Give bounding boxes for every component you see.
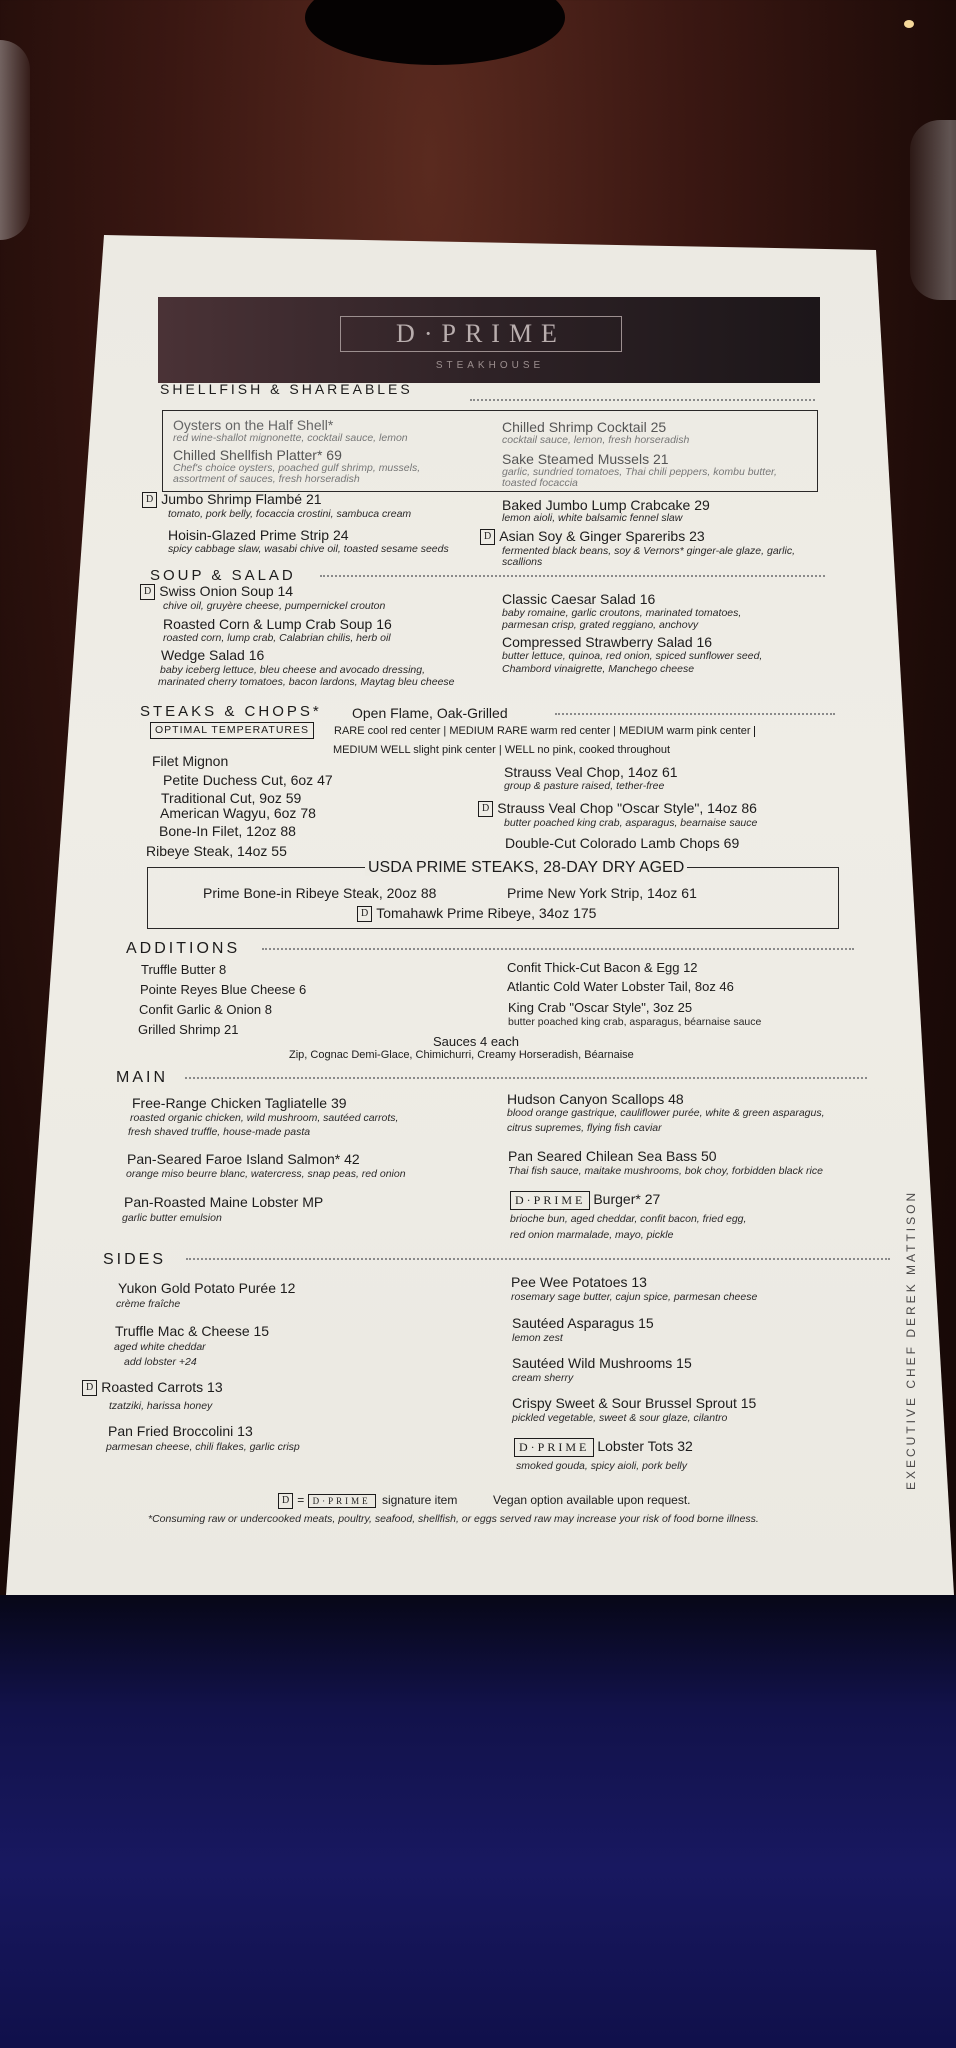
menu-item-desc: tzatziki, harissa honey [109, 1400, 213, 1412]
menu-item-desc: red wine-shallot mignonette, cocktail sauce, lemon [173, 432, 408, 444]
menu-item-desc: butter lettuce, quinoa, red onion, spiced sunflower seed, [502, 650, 763, 662]
menu-item: Prime Bone-in Ribeye Steak, 20oz 88 [203, 885, 437, 901]
menu-item: D Strauss Veal Chop "Oscar Style", 14oz 86 [478, 801, 757, 817]
menu-item-desc: lemon aioli, white balsamic fennel slaw [502, 512, 683, 524]
prime-steaks-title: USDA PRIME STEAKS, 28-DAY DRY AGED [365, 860, 687, 876]
section-title-steaks: STEAKS & CHOPS* [140, 703, 322, 720]
sauces-title: Sauces 4 each [433, 1034, 520, 1049]
menu-item: Truffle Mac & Cheese 15 [115, 1323, 270, 1339]
menu-item: Compressed Strawberry Salad 16 [502, 634, 713, 650]
menu-item: Double-Cut Colorado Lamb Chops 69 [505, 835, 740, 851]
menu-item: Pointe Reyes Blue Cheese 6 [140, 982, 307, 997]
glass-left [0, 40, 30, 240]
menu-item-desc: garlic, sundried tomatoes, Thai chili peppers, kombu butter, toasted focaccia [502, 466, 777, 489]
signature-badge: D [278, 1493, 293, 1509]
menu-item-desc: fermented black beans, soy & Vernors* ginger-ale glaze, garlic, scallions [502, 545, 795, 568]
menu-item: Confit Garlic & Onion 8 [139, 1002, 272, 1017]
menu-item: D·PRIME Burger* 27 [510, 1191, 660, 1210]
menu-item: Ribeye Steak, 14oz 55 [146, 843, 287, 859]
menu-item: Bone-In Filet, 12oz 88 [159, 823, 296, 839]
menu-item: Atlantic Cold Water Lobster Tail, 8oz 46 [507, 979, 734, 994]
divider [185, 1077, 867, 1079]
signature-badge: D [82, 1380, 97, 1396]
signature-badge: D [140, 584, 155, 600]
signature-badge: D [142, 492, 157, 508]
menu-item: Roasted Corn & Lump Crab Soup 16 [163, 616, 392, 632]
menu-item: Chilled Shellfish Platter* 69 [173, 447, 342, 463]
temps-line: MEDIUM WELL slight pink center | WELL no pink, cooked throughout [333, 744, 671, 756]
menu-item: Prime New York Strip, 14oz 61 [507, 885, 697, 901]
menu-item-desc: cream sherry [512, 1372, 574, 1384]
menu-item: King Crab "Oscar Style", 3oz 25 [508, 1000, 693, 1015]
menu-item: Wedge Salad 16 [161, 647, 265, 663]
menu-item-desc: orange miso beurre blanc, watercress, snap peas, red onion [126, 1168, 406, 1180]
floor [0, 1595, 956, 2048]
menu-item-desc: red onion marmalade, mayo, pickle [510, 1229, 674, 1241]
menu-item-desc: citrus supremes, flying fish caviar [507, 1122, 662, 1134]
menu-item-desc: butter poached king crab, asparagus, bearnaise sauce [504, 817, 758, 829]
menu-item: Strauss Veal Chop, 14oz 61 [504, 764, 678, 780]
menu-item-desc: roasted corn, lump crab, Calabrian chilis, herb oil [163, 632, 391, 644]
menu-item: Sautéed Wild Mushrooms 15 [512, 1355, 692, 1371]
temps-label: OPTIMAL TEMPERATURES [150, 722, 314, 739]
section-title-sides: SIDES [103, 1251, 167, 1268]
menu-item-desc: baby iceberg lettuce, bleu cheese and avocado dressing, [160, 664, 426, 676]
menu-item: Hoisin-Glazed Prime Strip 24 [168, 527, 349, 543]
food-safety-warning: *Consuming raw or undercooked meats, poultry, seafood, shellfish, or eggs served raw may increase your risk of food borne illness. [148, 1513, 759, 1525]
menu-item: Classic Caesar Salad 16 [502, 591, 656, 607]
light-reflection [904, 20, 914, 28]
signature-badge: D [480, 529, 495, 545]
vegan-note: Vegan option available upon request. [493, 1493, 691, 1507]
menu-item: Pan Fried Broccolini 13 [108, 1423, 253, 1439]
menu-item-desc: brioche bun, aged cheddar, confit bacon, fried egg, [510, 1213, 747, 1225]
menu-item-desc: pickled vegetable, sweet & sour glaze, cilantro [512, 1412, 728, 1424]
menu-item: Oysters on the Half Shell* [173, 417, 334, 433]
ceiling-lamp-shadow [305, 0, 565, 65]
menu-item-desc: cocktail sauce, lemon, fresh horseradish [502, 434, 690, 446]
menu-item-desc: parmesan cheese, chili flakes, garlic crisp [106, 1441, 300, 1453]
signature-badge: D [357, 906, 372, 922]
menu-item: D Tomahawk Prime Ribeye, 34oz 175 [357, 906, 596, 922]
menu-item: D Swiss Onion Soup 14 [140, 584, 293, 600]
menu-item: Baked Jumbo Lump Crabcake 29 [502, 497, 710, 513]
menu-item-desc: rosemary sage butter, cajun spice, parmesan cheese [511, 1291, 758, 1303]
menu-item: Traditional Cut, 9oz 59 [161, 790, 302, 806]
menu-item-desc: crème fraîche [116, 1298, 181, 1310]
brand-badge: D·PRIME [514, 1438, 594, 1457]
menu-item-desc: fresh shaved truffle, house-made pasta [128, 1126, 311, 1138]
menu-item: Pan-Roasted Maine Lobster MP [124, 1194, 324, 1210]
sauces-list: Zip, Cognac Demi-Glace, Chimichurri, Creamy Horseradish, Béarnaise [289, 1049, 634, 1061]
menu-item-desc: marinated cherry tomatoes, bacon lardons, Maytag bleu cheese [158, 676, 455, 688]
menu-item-desc: add lobster +24 [124, 1356, 197, 1368]
menu-item: Pan Seared Chilean Sea Bass 50 [508, 1148, 717, 1164]
menu-item-desc: parmesan crisp, grated reggiano, anchovy [502, 619, 699, 631]
divider [186, 1258, 890, 1260]
signature-badge: D [478, 801, 493, 817]
divider [320, 575, 825, 577]
menu-item-desc: lemon zest [512, 1332, 563, 1344]
footer-legend: D = D·PRIME signature item [278, 1493, 457, 1509]
menu-item-desc: spicy cabbage slaw, wasabi chive oil, toasted sesame seeds [168, 543, 449, 555]
brand-subtitle: STEAKHOUSE [435, 360, 545, 371]
menu-item: D Asian Soy & Ginger Spareribs 23 [480, 529, 705, 545]
menu-item-desc: chive oil, gruyère cheese, pumpernickel crouton [163, 600, 386, 612]
divider [555, 713, 835, 715]
menu-item: Pee Wee Potatoes 13 [511, 1274, 647, 1290]
menu-item: Sautéed Asparagus 15 [512, 1315, 654, 1331]
divider [470, 399, 815, 401]
brand-badge: D·PRIME [510, 1191, 590, 1210]
menu-item-desc: aged white cheddar [114, 1341, 206, 1353]
menu-item-desc: Thai fish sauce, maitake mushrooms, bok choy, forbidden black rice [508, 1165, 823, 1177]
section-title-main: MAIN [116, 1069, 168, 1086]
steaks-subtitle: Open Flame, Oak-Grilled [352, 705, 508, 721]
menu-item: Hudson Canyon Scallops 48 [507, 1091, 684, 1107]
brand-badge: D·PRIME [308, 1494, 376, 1508]
menu-item-group: Filet Mignon [152, 753, 229, 769]
menu-item: Yukon Gold Potato Purée 12 [118, 1280, 296, 1296]
menu-item: Crispy Sweet & Sour Brussel Sprout 15 [512, 1395, 757, 1411]
glass-right [910, 120, 956, 300]
menu-item: D Jumbo Shrimp Flambé 21 [142, 492, 322, 508]
temps-line: RARE cool red center | MEDIUM RARE warm red center | MEDIUM warm pink center [334, 726, 755, 737]
menu-item-desc: roasted organic chicken, wild mushroom, sautéed carrots, [130, 1112, 399, 1124]
menu-item-desc: blood orange gastrique, cauliflower purée, white & green asparagus, [507, 1107, 825, 1119]
menu-item: D·PRIME Lobster Tots 32 [514, 1438, 693, 1457]
menu-item-desc: group & pasture raised, tether-free [504, 780, 665, 792]
menu-item-desc: smoked gouda, spicy aioli, pork belly [516, 1460, 688, 1472]
brand-logo: D·PRIME [340, 316, 622, 352]
section-title-shellfish: SHELLFISH & SHAREABLES [160, 381, 413, 397]
divider [262, 948, 854, 950]
chef-credit: EXECUTIVE CHEF DEREK MATTISON [904, 1189, 918, 1490]
menu-item-desc: Chambord vinaigrette, Manchego cheese [502, 663, 695, 675]
menu-item: Confit Thick-Cut Bacon & Egg 12 [507, 960, 698, 975]
menu-item-desc: garlic butter emulsion [122, 1212, 222, 1224]
menu-item-desc: butter poached king crab, asparagus, béarnaise sauce [508, 1016, 762, 1028]
menu-item: Petite Duchess Cut, 6oz 47 [163, 772, 333, 788]
menu-item: Pan-Seared Faroe Island Salmon* 42 [127, 1151, 360, 1167]
section-title-soup: SOUP & SALAD [150, 567, 296, 584]
menu-item: Grilled Shrimp 21 [138, 1022, 239, 1037]
menu-item: American Wagyu, 6oz 78 [160, 805, 316, 821]
menu-item: Truffle Butter 8 [141, 962, 227, 977]
section-title-additions: ADDITIONS [126, 940, 241, 957]
menu-item: Sake Steamed Mussels 21 [502, 451, 669, 467]
menu-item-desc: Chef's choice oysters, poached gulf shrimp, mussels, assortment of sauces, fresh horseradish [173, 462, 421, 485]
menu-item-desc: tomato, pork belly, focaccia crostini, sambuca cream [168, 508, 412, 520]
menu-item: Chilled Shrimp Cocktail 25 [502, 419, 667, 435]
menu-item-desc: baby romaine, garlic croutons, marinated tomatoes, [502, 607, 742, 619]
menu-item: D Roasted Carrots 13 [82, 1380, 223, 1396]
menu-item: Free-Range Chicken Tagliatelle 39 [132, 1095, 347, 1111]
